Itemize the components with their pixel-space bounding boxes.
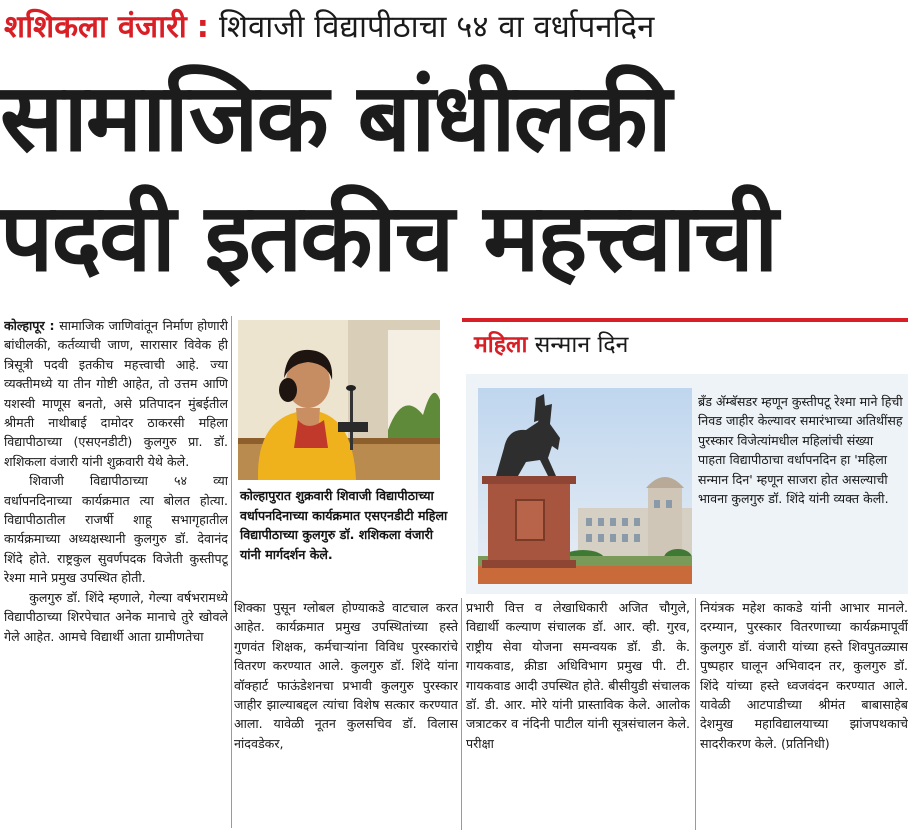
kicker-line	[4, 2, 654, 52]
headline-line-2: पदवी इतकीच महत्त्वाची	[0, 184, 777, 293]
kicker-name: शशिकला वंजारी	[4, 9, 187, 45]
paragraph-3: कुलगुरु डॉ. शिंदे म्हणाले, गेल्या वर्षभरामध्ये विद्यापीठाच्या शिरपेचात अनेक मानाचे तुरे खोवले गेले आहेत. आमचे विद्यार्थी आता ग्रामीणतेचा	[4, 589, 228, 644]
paragraph-2: शिवाजी विद्यापीठाच्या ५४ व्या वर्धापनदिनाच्या कार्यक्रमात त्या बोलत होत्या. विद्यापीठातील राजर्षी शाहू सभागृहातील कार्यक्रमाच्या अध्यक्षस्थानी कुलगुरु डॉ. देवानंद शिंदे होते. राष्ट्रकुल सुवर्णपदक विजेती कुस्तीपटू रेश्मा माने प्रमुख उपस्थित होती.	[4, 473, 228, 586]
speaker-photo	[238, 320, 440, 480]
statue-photo-art	[478, 388, 692, 584]
sidebar-title-highlight: महिला	[474, 332, 528, 358]
article-column-1	[4, 316, 228, 828]
article-column-2: शिक्का पुसून ग्लोबल होण्याकडे वाटचाल करत आहेत. कार्यक्रमात प्रमुख उपस्थितांच्या हस्ते गुणवंत शिक्षक, कर्मचाऱ्यांना विविध पुरस्कारांचे वितरण करण्यात आले. कुलगुरु डॉ. शिंदे यांना वॉक्हार्ट फाऊंडेशनचा प्रभावी कुलगुरु पुरस्कार जाहीर झाल्याबद्दल त्यांचा विशेष सत्कार करण्यात आला. यावेळी नूतन कुलसचिव डॉ. विलास नांदवडेकर,	[234, 600, 458, 751]
dateline: कोल्हापूर :	[4, 318, 55, 333]
column-divider	[461, 598, 462, 830]
statue-photo	[478, 388, 692, 584]
sidebar-top-rule	[462, 318, 908, 322]
article-column-3: प्रभारी वित्त व लेखाधिकारी अजित चौगुले, विद्यार्थी कल्याण संचालक डॉ. आर. व्ही. गुरव, राष्ट्रीय सेवा योजना समन्वयक डॉ. डी. के. गायकवाड, क्रीडा अधिविभाग प्रमुख पी. टी. गायकवाड आदी उपस्थित होते. बीसीयुडी संचालक डॉ. डी. आर. मोरे यांनी प्रास्ताविक केले. आलोक जत्राटकर व नंदिनी पाटील यांनी सूत्रसंचालन केले. परीक्षा	[466, 600, 690, 751]
kicker-colon: :	[196, 9, 210, 45]
kicker-text: शिवाजी विद्यापीठाचा ५४ वा वर्धापनदिन	[218, 9, 655, 45]
paragraph-1-text: सामाजिक जाणिवांतून निर्माण होणारी बांधीलकी, कर्तव्याची जाण, सारासार विवेक ही त्रिसूत्री पदवी इतकीच महत्त्वाची आहे. ज्या व्यक्तीमध्ये या तीन गोष्टी आहेत, तो उत्तम आणि यशस्वी माणूस बनतो, असे प्रतिपादन मुंबईतील श्रीमती नाथीबाई दामोदर ठाकरसी महिला विद्यापीठाच्या (एसएनडीटी) कुलगुरु प्रा. डॉ. शशिकला वंजारी यांनी शुक्रवारी येथे केले.	[4, 318, 228, 469]
sidebar-title	[474, 330, 628, 360]
article-column-4: नियंत्रक महेश काकडे यांनी आभार मानले. दरम्यान, पुरस्कार वितरणाच्या कार्यक्रमापूर्वी कुलगुरु डॉ. वंजारी यांच्या हस्ते शिवपुतळ्यास पुष्पहार घालून अभिवादन तर, कुलगुरु डॉ. शिंदे यांच्या हस्ते ध्वजवंदन करण्यात आले. यावेळी आटपाडीच्या श्रीमंत बाबासाहेब देशमुख महाविद्यालयाच्या झांजपथकाचे सादरीकरण केले. (प्रतिनिधी)	[700, 600, 908, 751]
sidebar-title-rest: सन्मान दिन	[534, 332, 629, 358]
sidebar-caption: ब्रँड ॲम्बॅसडर म्हणून कुस्तीपटू रेश्मा माने हिची निवड जाहीर केल्यावर समारंभाच्या अतिथींसह पुरस्कार विजेत्यांमधील महिलांची संख्या पाहता विद्यापीठाचा वर्धापनदिन हा 'महिला सन्मान दिन' म्हणून साजरा होत असल्याची भावना कुलगुरु डॉ. शिंदे यांनी व्यक्त केली.	[698, 394, 903, 507]
speaker-photo-caption: कोल्हापुरात शुक्रवारी शिवाजी विद्यापीठाच्या वर्धापनदिनाच्या कार्यक्रमात एसएनडीटी महिला विद्यापीठाच्या कुलगुरु डॉ. शशिकला वंजारी यांनी मार्गदर्शन केले.	[240, 488, 448, 562]
column-divider	[231, 316, 232, 828]
headline-line-1: सामाजिक बांधीलकी	[0, 64, 670, 173]
column-divider	[695, 598, 696, 830]
speaker-photo-art	[238, 320, 440, 480]
paragraph-1	[4, 316, 228, 471]
